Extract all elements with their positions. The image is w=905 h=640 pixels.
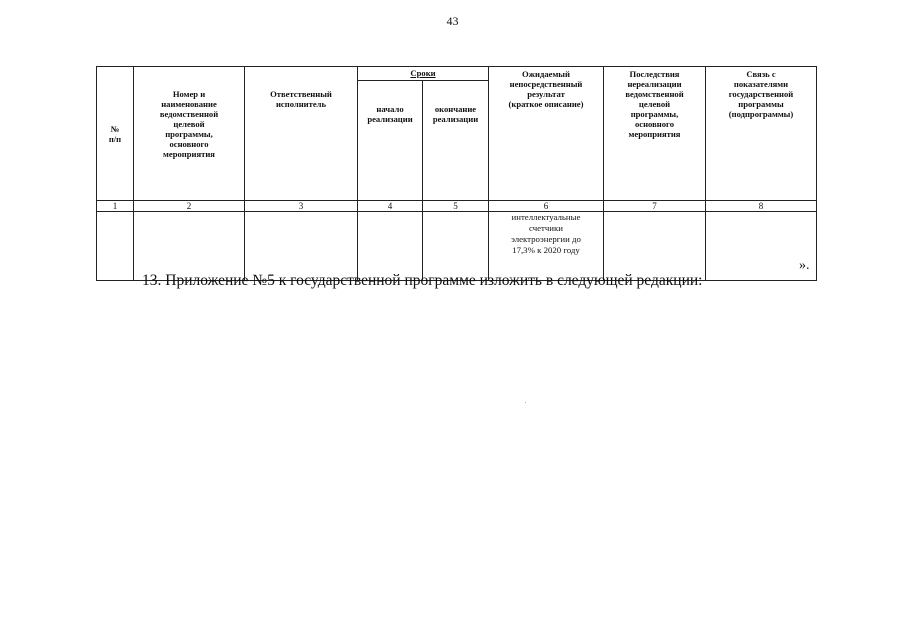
table-cell (604, 212, 706, 281)
header-link-indicators (706, 67, 817, 201)
column-number: 7 (604, 201, 706, 212)
header-end-text: окончание реализации (432, 104, 479, 124)
table-cell (97, 212, 134, 281)
header-expected-result (489, 67, 604, 201)
header-consequences (604, 67, 706, 201)
header-program-name (134, 67, 245, 201)
header-consequences-text: Последствия нереализации ведомственной целевой программы, основного мероприятия (625, 69, 684, 139)
program-table (96, 66, 817, 281)
table-row (97, 212, 817, 281)
column-number: 1 (97, 201, 134, 212)
header-expected-result-text: Ожидаемый непосредственный результат (краткое описание) (508, 69, 584, 109)
closing-quote: ». (799, 258, 810, 273)
column-number: 4 (358, 201, 423, 212)
header-end (423, 81, 489, 201)
header-responsible (245, 67, 358, 201)
table-cell (245, 212, 358, 281)
amendment-item-13: 13. Приложение №5 к государственной программе изложить в следующей редакции: (142, 272, 703, 289)
header-number-text: № п/п (108, 123, 122, 144)
header-start (358, 81, 423, 201)
table-header-row (97, 67, 817, 81)
header-responsible-text: Ответственный исполнитель (270, 89, 332, 109)
header-terms: Сроки (358, 67, 489, 81)
column-number: 8 (706, 201, 817, 212)
table-cell (134, 212, 245, 281)
column-number: 3 (245, 201, 358, 212)
table-cell (423, 212, 489, 281)
page-number: 43 (446, 14, 459, 28)
table-cell (358, 212, 423, 281)
expected-result-text: интеллектуальные счетчики электроэнергии до 17,3% к 2020 году (511, 212, 581, 255)
expected-result-cell (489, 212, 604, 281)
column-number-row (97, 201, 817, 212)
column-number: 5 (423, 201, 489, 212)
header-program-name-text: Номер и наименование ведомственной целевой программы, основного мероприятия (159, 89, 219, 159)
scan-speck (525, 402, 526, 403)
header-number (97, 67, 134, 201)
header-start-text: начало реализации (367, 104, 413, 124)
column-number: 6 (489, 201, 604, 212)
column-number: 2 (134, 201, 245, 212)
header-link-indicators-text: Связь с показателями государственной программы (подпрограммы) (728, 69, 794, 119)
